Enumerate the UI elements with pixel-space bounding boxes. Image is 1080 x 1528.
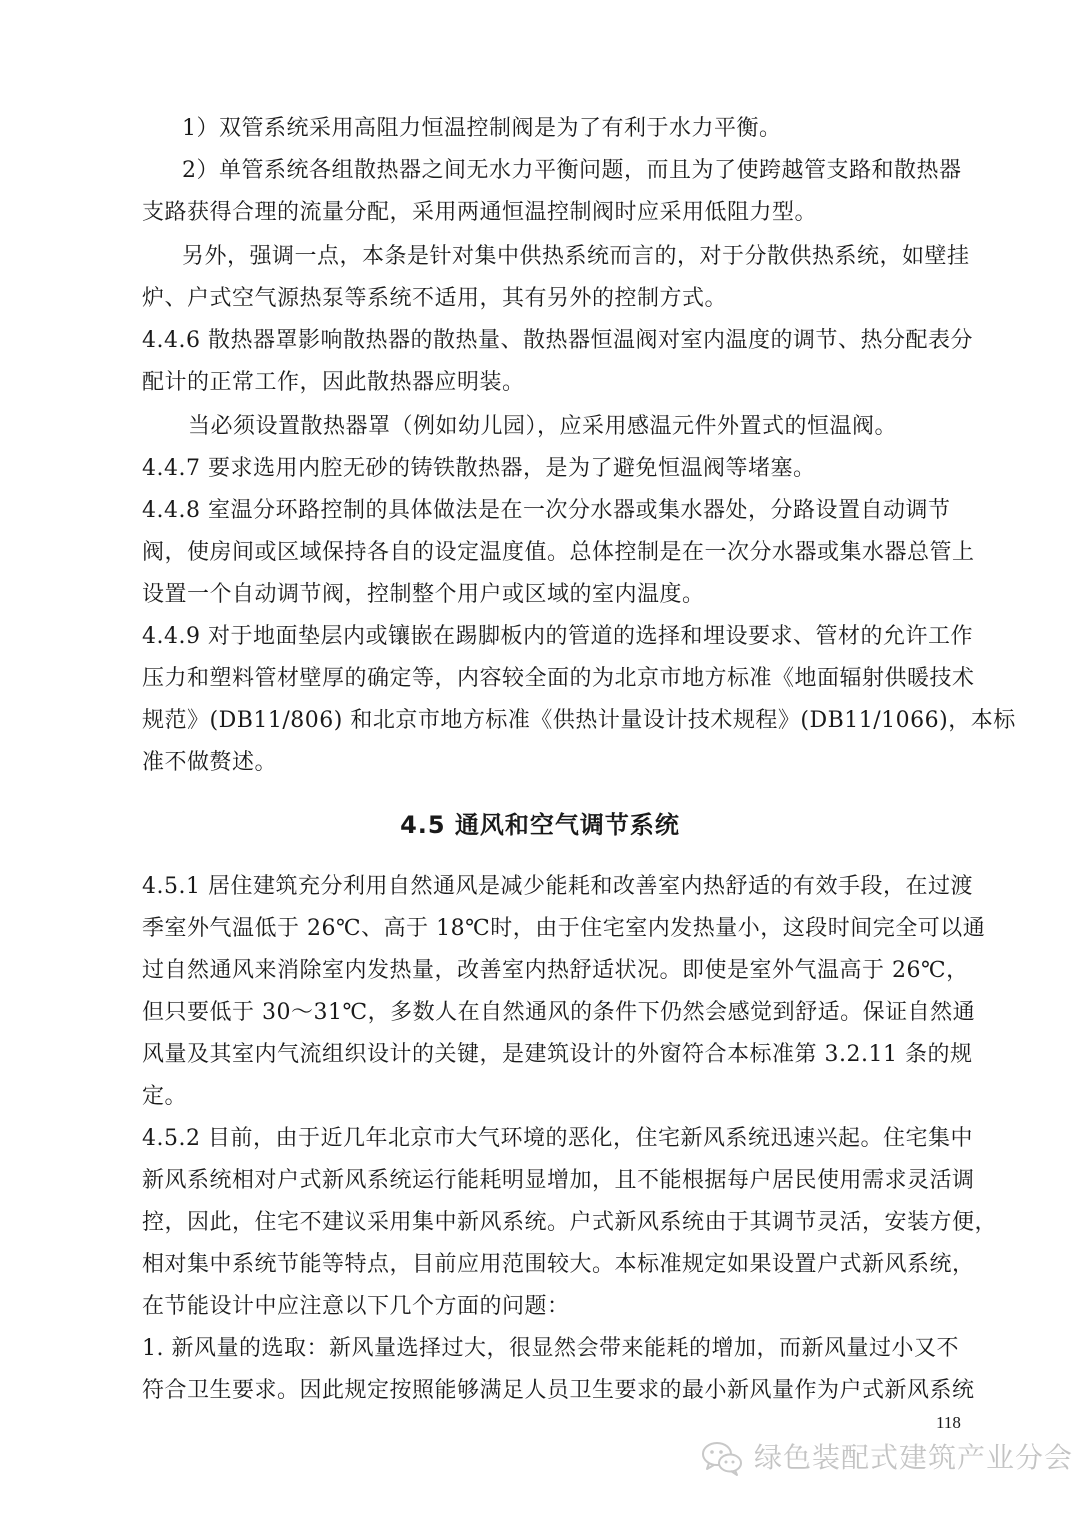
watermark	[700, 1436, 1073, 1480]
text-line: 4.4.7 要求选用内腔无砂的铸铁散热器，是为了避免恒温阀等堵塞。	[142, 456, 816, 481]
text-line: 但只要低于 30～31℃，多数人在自然通风的条件下仍然会感觉到舒适。保证自然通	[142, 1000, 976, 1025]
text-line: 4.4.6 散热器罩影响散热器的散热量、散热器恒温阀对室内温度的调节、热分配表分	[142, 328, 973, 353]
text-line: 压力和塑料管材壁厚的确定等，内容较全面的为北京市地方标准《地面辐射供暖技术	[142, 666, 975, 691]
text-line: 4.5.2 目前，由于近几年北京市大气环境的恶化，住宅新风系统迅速兴起。住宅集中	[142, 1126, 973, 1151]
text-line: 1. 新风量的选取：新风量选择过大，很显然会带来能耗的增加，而新风量过小又不	[142, 1336, 959, 1361]
text-line: 另外，强调一点，本条是针对集中供热系统而言的，对于分散供热系统，如壁挂	[182, 244, 970, 269]
text-line: 当必须设置散热器罩（例如幼儿园），应采用感温元件外置式的恒温阀。	[188, 414, 898, 439]
text-line: 新风系统相对户式新风系统运行能耗明显增加，且不能根据每户居民使用需求灵活调	[142, 1168, 975, 1193]
text-line: 季室外气温低于 26℃、高于 18℃时，由于住宅室内发热量小，这段时间完全可以通	[142, 916, 986, 941]
text-line: 支路获得合理的流量分配，采用两通恒温控制阀时应采用低阻力型。	[142, 200, 818, 225]
text-line: 4.5.1 居住建筑充分利用自然通风是减少能耗和改善室内热舒适的有效手段，在过渡	[142, 874, 973, 899]
page-number: 118	[936, 1413, 961, 1432]
text-line: 阀，使房间或区域保持各自的设定温度值。总体控制是在一次分水器或集水器总管上	[142, 540, 975, 565]
watermark-text: 绿色装配式建筑产业分会	[754, 1441, 1074, 1474]
text-line: 相对集中系统节能等特点，目前应用范围较大。本标准规定如果设置户式新风系统，	[142, 1252, 975, 1277]
text-line: 过自然通风来消除室内发热量，改善室内热舒适状况。即使是室外气温高于 26℃，	[142, 958, 969, 983]
text-line: 规范》(DB11/806) 和北京市地方标准《供热计量设计技术规程》(DB11/1066)，本标	[142, 708, 1016, 733]
text-line: 定。	[142, 1084, 188, 1109]
text-line: 炉、户式空气源热泵等系统不适用，其有另外的控制方式。	[142, 286, 728, 311]
text-line: 设置一个自动调节阀，控制整个用户或区域的室内温度。	[142, 582, 705, 607]
text-line: 4.4.8 室温分环路控制的具体做法是在一次分水器或集水器处，分路设置自动调节	[142, 498, 951, 523]
text-line: 准不做赘述。	[142, 750, 278, 775]
text-line: 风量及其室内气流组织设计的关键，是建筑设计的外窗符合本标准第 3.2.11 条的规	[142, 1042, 973, 1067]
text-line: 1）双管系统采用高阻力恒温控制阀是为了有利于水力平衡。	[182, 116, 782, 141]
text-line: 在节能设计中应注意以下几个方面的问题：	[142, 1294, 570, 1319]
text-line: 4.4.9 对于地面垫层内或镶嵌在踢脚板内的管道的选择和埋设要求、管材的允许工作	[142, 624, 973, 649]
section-heading: 4.5 通风和空气调节系统	[400, 811, 680, 839]
wechat-icon	[700, 1438, 744, 1478]
text-line: 2）单管系统各组散热器之间无水力平衡问题，而且为了使跨越管支路和散热器	[182, 158, 962, 183]
text-line: 配计的正常工作，因此散热器应明装。	[142, 370, 525, 395]
text-line: 符合卫生要求。因此规定按照能够满足人员卫生要求的最小新风量作为户式新风系统	[142, 1378, 975, 1403]
text-line: 控，因此，住宅不建议采用集中新风系统。户式新风系统由于其调节灵活，安装方便，	[142, 1210, 998, 1235]
